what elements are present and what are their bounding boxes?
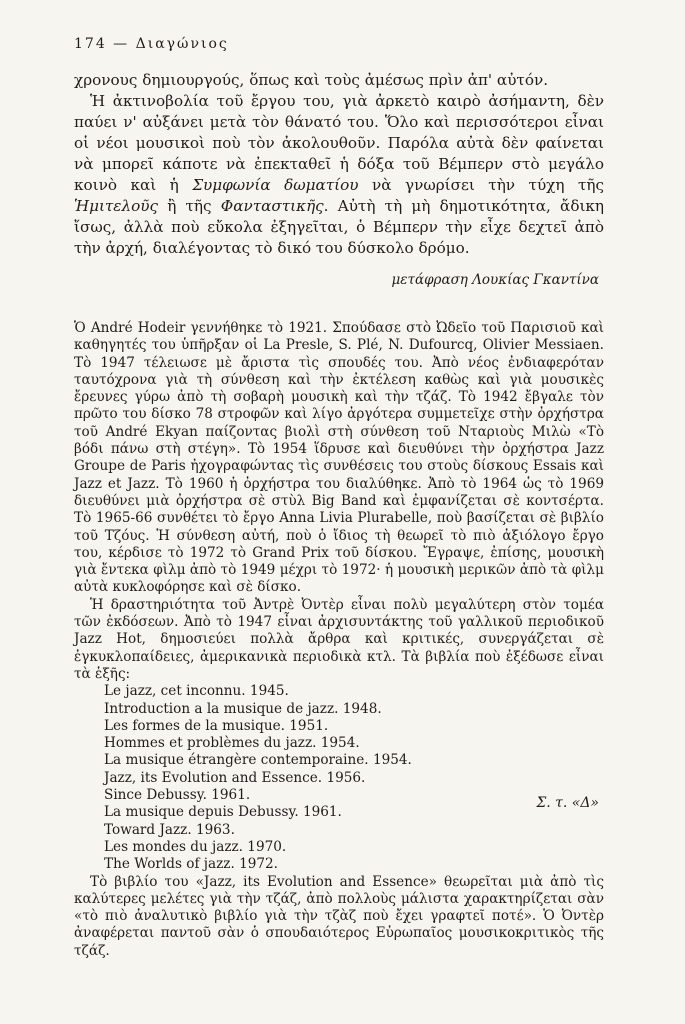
article-paragraph-1: χρονους δημιουργούς, ὅπως καὶ τοὺς ἀμέσως πρὶν ἀπ' αὐτόν.: [74, 71, 549, 89]
book-list-item: Since Debussy. 1961.: [104, 787, 251, 804]
book-list-item: Les mondes du jazz. 1970.: [104, 838, 287, 855]
article-text-part: ἢ τῆς: [167, 197, 212, 215]
article-text: [74, 70, 604, 259]
book-list: [74, 683, 604, 873]
article-text-part: . Αὐτὴ τὴ μὴ δημοτικότητα, ἄδικη ἴσως, ἀλλὰ ποὺ εὔκολα ἐξηγεῖται, ὁ Βέμπερν τὴν εἶχε δεχτεῖ ἀπὸ τὴν ἀρχή, διαλέγοντας τὸ δικό του δύσκολο δρόμο.: [74, 197, 605, 257]
translator-credit: μετάφραση Λουκίας Γκαντίνα: [391, 272, 599, 288]
bio-paragraph-1: Ὁ André Hodeir γεννήθηκε τὸ 1921. Σπούδασε στὸ Ὠδεῖο τοῦ Παρισιοῦ καὶ καθηγητές του ὑπῆρξαν οἱ La Presle, S. Plé, N. Dufourcq, Olivier Messiaen. Τὸ 1947 τέλειωσε μὲ ἄριστα τὶς σπουδές του. Ἀπὸ νέος ἐνδιαφερόταν ταυτόχρονα γιὰ τὴ σύνθεση καὶ τὴν ἐκτέλεση καθὼς καὶ γιὰ μουσικὲς ἔρευνες γύρω ἀπὸ τὴ σοβαρὴ μουσικὴ καὶ τὴν τζάζ. Τὸ 1942 ἔβγαλε τὸν πρῶτο του δίσκο 78 στροφῶν καὶ λίγο ἀργότερα συμμετεῖχε στὴν ὀρχήστρα τοῦ André Ekyan παίζοντας βιολὶ στὴ σύνθεση τοῦ Νταριοὺς Μιλὼ «Τὸ βόδι πάνω στὴ στέγη». Τὸ 1954 ἵδρυσε καὶ διευθύνει τὴν ὀρχήστρα Jazz Groupe de Paris ἠχογραφώντας τὶς συνθέσεις του στοὺς δίσκους Essais καὶ Jazz et Jazz. Τὸ 1960 ἡ ὀρχήστρα του διαλύθηκε. Ἀπὸ τὸ 1964 ὡς τὸ 1969 διευθύνει μιὰ ὀρχήστρα σὲ στὺλ Big Band καὶ ἐμφανίζεται σὲ κοντσέρτα. Τὸ 1965-66 συνθέτει τὸ ἔργο Anna Livia Plurabelle, ποὺ βασίζεται σὲ βιβλίο τοῦ Τζόυς. Ἡ σύνθεση αὐτή, ποὺ ὁ ἴδιος τὴ θεωρεῖ τὸ πιὸ ἀξιόλογο ἔργο του, κέρδισε τὸ 1972 τὸ Grand Prix τοῦ δίσκου. Ἔγραψε, ἐπίσης, μουσικὴ γιὰ ἔντεκα φὶλμ ἀπὸ τὸ 1949 μέχρι τὸ 1972· ἡ μουσικὴ μερικῶν ἀπὸ τὰ φὶλμ αὐτὰ κυκλοφόρησε καὶ σὲ δίσκο.: [74, 320, 604, 596]
running-head: 174 — Διαγώνιος: [74, 36, 229, 52]
author-bio: [74, 320, 604, 960]
editor-signature: Σ. τ. «Δ»: [536, 795, 599, 811]
work-title: Φανταστικῆς: [220, 197, 324, 215]
book-list-item: Introduction a la musique de jazz. 1948.: [104, 700, 382, 717]
book-list-item: La musique depuis Debussy. 1961.: [104, 804, 342, 821]
work-title: Ἡμιτελοῦς: [74, 197, 158, 215]
book-list-item: Le jazz, cet inconnu. 1945.: [104, 683, 289, 700]
bio-paragraph-2: Ἡ δραστηριότητα τοῦ Ἀντρὲ Ὀντὲρ εἶναι πολὺ μεγαλύτερη στὸν τομέα τῶν ἐκδόσεων. Ἀπὸ τὸ 1947 εἶναι ἀρχισυντάκτης τοῦ γαλλικοῦ περιοδικοῦ Jazz Hot, δημοσιεύει πολλὰ ἄρθρα καὶ κριτικές, συνεργάζεται σὲ ἐγκυκλοπαίδειες, ἀμερικανικὰ περιοδικὰ κτλ. Τὰ βιβλία ποὺ ἐξέδωσε εἶναι τὰ ἑξῆς:: [74, 596, 604, 682]
article-paragraph-2: [74, 91, 604, 259]
book-list-item: The Worlds of jazz. 1972.: [104, 856, 279, 873]
book-list-item: Hommes et problèmes du jazz. 1954.: [104, 735, 360, 752]
work-title: Συμφωνία δωματίου: [192, 176, 359, 194]
book-list-item: La musique étrangère contemporaine. 1954.: [104, 752, 412, 769]
article-text-part: νὰ γνωρίσει τὴν τύχη τῆς: [372, 176, 604, 194]
bio-paragraph-3: Τὸ βιβλίο του «Jazz, its Evolution and Essence» θεωρεῖται μιὰ ἀπὸ τὶς καλύτερες μελέτες γιὰ τὴν τζάζ, ἀπὸ πολλοὺς μάλιστα χαρακτηρίζεται σὰν «τὸ πιὸ ἀναλυτικὸ βιβλίο γιὰ τὴν τζὰζ ποὺ ἔχει γραφτεῖ ποτέ». Ὁ Ὀντὲρ ἀναφέρεται παντοῦ σὰν ὁ σπουδαιότερος Εὐρωπαῖος μουσικοκριτικὸς τῆς τζάζ.: [74, 873, 604, 959]
book-list-item: Toward Jazz. 1963.: [104, 821, 235, 838]
book-list-item: Les formes de la musique. 1951.: [104, 717, 329, 734]
book-list-item: Jazz, its Evolution and Essence. 1956.: [104, 769, 366, 786]
article-text-part: Ἡ ἀκτινοβολία τοῦ ἔργου του, γιὰ ἀρκετὸ καιρὸ ἀσήμαντη, δὲν παύει ν' αὐξάνει μετὰ τὸν θάνατό του. Ὅλο καὶ περισσότεροι εἶναι οἱ νέοι μουσικοὶ ποὺ τὸν ἀκολουθοῦν. Παρόλα αὐτὰ δὲν φαίνεται νὰ μπορεῖ κάποτε νὰ ἐπεκταθεῖ ἡ δόξα τοῦ Βέμπερν στὸ μεγάλο κοινὸ καὶ ἡ: [74, 92, 604, 194]
